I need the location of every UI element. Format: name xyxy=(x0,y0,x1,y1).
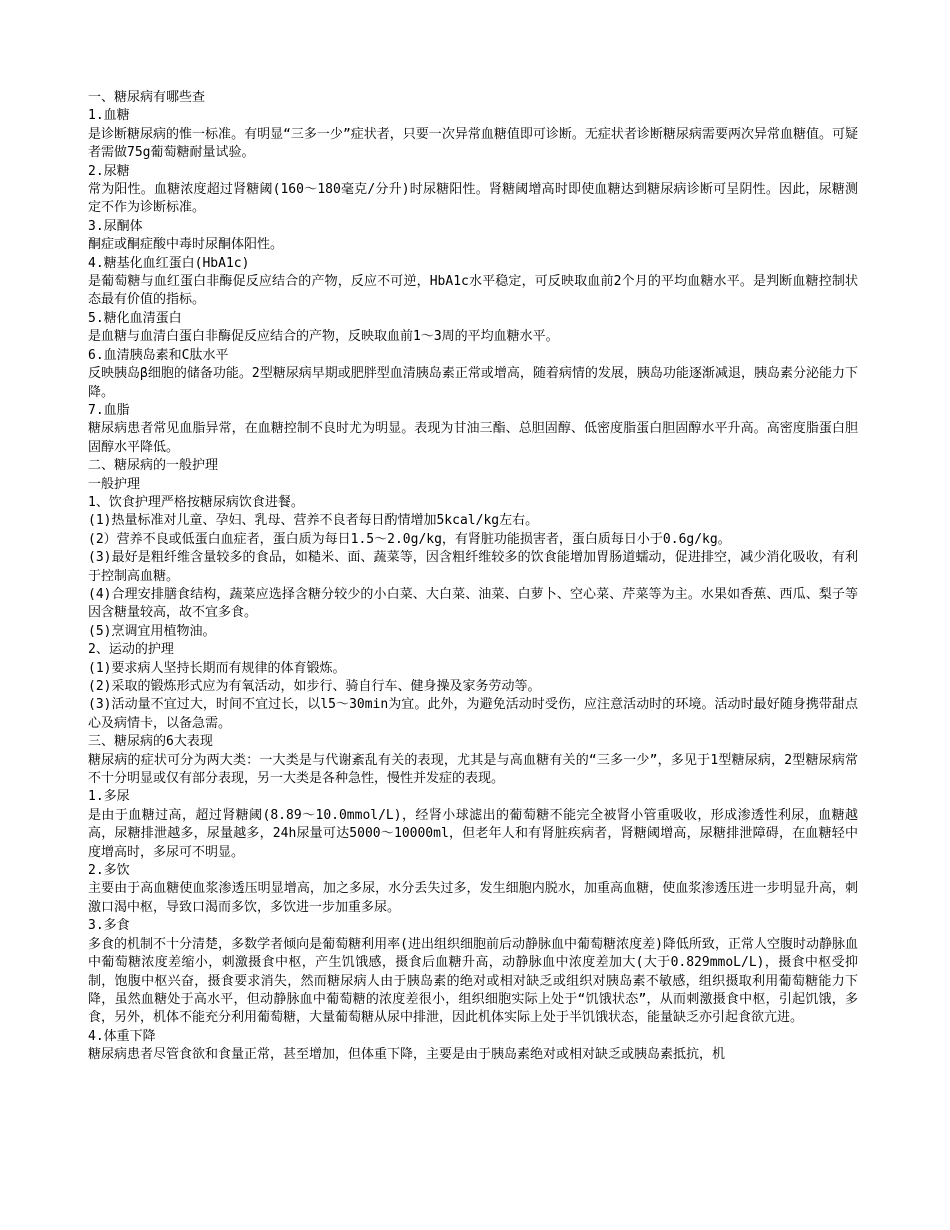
diet-point-5: (5)烹调宜用植物油。 xyxy=(88,623,216,639)
item-heading-diet-care: 1、饮食护理严格按糖尿病饮食进餐。 xyxy=(88,494,304,510)
item-heading-glycated-serum-protein: 5.糖化血清蛋白 xyxy=(88,310,182,326)
section-heading-symptoms: 三、糖尿病的6大表现 xyxy=(88,734,213,750)
item-heading-polydipsia: 2.多饮 xyxy=(88,863,130,879)
paragraph-blood-glucose: 是诊断糖尿病的惟一标准。有明显“三多一少”症状者，只要一次异常血糖值即可诊断。无症状者诊断糖尿病需要两次异常血糖值。可疑者需做75g葡萄糖耐量试验。 xyxy=(88,126,858,161)
diet-point-2: (2）营养不良或低蛋白血症者，蛋白质为每日1.5～2.0g/kg，有肾脏功能损害者，蛋白质每日小于0.6g/kg。 xyxy=(88,531,731,547)
paragraph-polydipsia: 主要由于高血糖使血浆渗透压明显增高，加之多尿，水分丢失过多，发生细胞内脱水，加重高血糖，使血浆渗透压进一步明显升高，刺激口渴中枢，导致口渴而多饮，多饮进一步加重多尿。 xyxy=(88,881,858,915)
item-heading-blood-glucose: 1.血糖 xyxy=(88,108,130,124)
item-heading-exercise-care: 2、运动的护理 xyxy=(88,642,174,658)
paragraph-blood-lipids: 糖尿病患者常见血脂异常，在血糖控制不良时尤为明显。表现为甘油三酯、总胆固醇、低密度脂蛋白胆固醇水平升高。高密度脂蛋白胆固醇水平降低。 xyxy=(88,421,858,455)
paragraph-polyphagia: 多食的机制不十分清楚，多数学者倾向是葡萄糖利用率(进出组织细胞前后动静脉血中葡萄糖浓度差)降低所致，正常人空腹时动静脉血中葡萄糖浓度差缩小，刺激摄食中枢，产生饥饿感，摄食后血糖升高，动静脉血中浓度差加大(大于0.829mmoL/L)，摄食中枢受抑制，饱腹中枢兴奋，摄食要求消失，然而糖尿病人由于胰岛素的绝对或相对缺乏或组织对胰岛素不敏感，组织摄取利用葡萄糖能力下降，虽然血糖处于高水平，但动静脉血中葡萄糖的浓度差很小，组织细胞实际上处于“饥饿状态”，从而刺激摄食中枢，引起饥饿，多食，另外，机体不能充分利用葡萄糖，大量葡萄糖从尿中排泄，因此机体实际上处于半饥饿状态，能量缺乏亦引起食欲亢进。 xyxy=(88,936,858,1026)
paragraph-urine-ketone: 酮症或酮症酸中毒时尿酮体阳性。 xyxy=(88,237,284,253)
paragraph-weight-loss: 糖尿病患者尽管食欲和食量正常，甚至增加，但体重下降，主要是由于胰岛素绝对或相对缺乏或胰岛素抵抗，机 xyxy=(88,1047,726,1063)
section-heading-exams: 一、糖尿病有哪些查 xyxy=(88,90,206,105)
item-heading-insulin-c-peptide: 6.血清胰岛素和C肽水平 xyxy=(88,347,229,363)
item-heading-urine-ketone: 3.尿酮体 xyxy=(88,218,143,234)
item-heading-polyphagia: 3.多食 xyxy=(88,918,130,934)
exercise-point-2: (2)采取的锻炼形式应为有氧活动，如步行、骑自行车、健身操及家务劳动等。 xyxy=(88,679,541,694)
exercise-point-1: (1)要求病人坚持长期而有规律的体育锻炼。 xyxy=(88,660,346,676)
paragraph-hba1c: 是葡萄糖与血红蛋白非酶促反应结合的产物，反应不可逆，HbA1c水平稳定，可反映取血前2个月的平均血糖水平。是判断血糖控制状态最有价值的指标。 xyxy=(88,274,858,308)
paragraph-symptoms-intro: 糖尿病的症状可分为两大类：一大类是与代谢紊乱有关的表现，尤其是与高血糖有关的“三多一少”，多见于1型糖尿病，2型糖尿病常不十分明显或仅有部分表现，另一大类是各种急性，慢性并发症的表现。 xyxy=(88,752,858,787)
paragraph-polyuria: 是由于血糖过高，超过肾糖阈(8.89～10.0mmol/L)，经肾小球滤出的葡萄糖不能完全被肾小管重吸收，形成渗透性利尿，血糖越高，尿糖排泄越多，尿量越多，24h尿量可达5000～10000ml，但老年人和有肾脏疾病者，肾糖阈增高，尿糖排泄障碍，在血糖轻中度增高时，多尿可不明显。 xyxy=(88,807,858,860)
diet-point-3: (3)最好是粗纤维含量较多的食品，如糙米、面、蔬菜等，因含粗纤维较多的饮食能增加胃肠道蠕动，促进排空，减少消化吸收，有利于控制高血糖。 xyxy=(88,550,858,584)
item-heading-weight-loss: 4.体重下降 xyxy=(88,1028,156,1044)
section-heading-general-care: 二、糖尿病的一般护理 xyxy=(88,458,219,474)
exercise-point-3: (3)活动量不宜过大，时间不宜过长，以l5～30min为宜。此外，为避免活动时受伤，应注意活动时的环境。活动时最好随身携带甜点心及病情卡，以备急需。 xyxy=(88,697,858,731)
item-heading-hba1c: 4.糖基化血红蛋白(HbA1c) xyxy=(88,255,250,271)
subheading-general-care: 一般护理 xyxy=(88,476,141,492)
item-heading-blood-lipids: 7.血脂 xyxy=(88,402,130,418)
diet-point-4: (4)合理安排膳食结构，蔬菜应选择含糖分较少的小白菜、大白菜、油菜、白萝卜、空心菜、芹菜等为主。水果如香蕉、西瓜、梨子等因含糖量较高，故不宜多食。 xyxy=(88,586,858,621)
document-page xyxy=(88,89,858,1065)
paragraph-urine-glucose: 常为阳性。血糖浓度超过肾糖阈(160～180毫克/分升)时尿糖阳性。肾糖阈增高时即使血糖达到糖尿病诊断可呈阴性。因此，尿糖测定不作为诊断标准。 xyxy=(88,182,858,216)
paragraph-glycated-serum-protein: 是血糖与血清白蛋白非酶促反应结合的产物，反映取血前1～3周的平均血糖水平。 xyxy=(88,329,559,345)
item-heading-polyuria: 1.多尿 xyxy=(88,789,130,805)
paragraph-insulin-c-peptide: 反映胰岛β细胞的储备功能。2型糖尿病早期或肥胖型血清胰岛素正常或增高，随着病情的发展，胰岛功能逐渐减退，胰岛素分泌能力下降。 xyxy=(88,366,858,400)
diet-point-1: (1)热量标准对儿童、孕妇、乳母、营养不良者每日酌情增加5kcal/kg左右。 xyxy=(88,513,539,529)
item-heading-urine-glucose: 2.尿糖 xyxy=(88,163,130,179)
